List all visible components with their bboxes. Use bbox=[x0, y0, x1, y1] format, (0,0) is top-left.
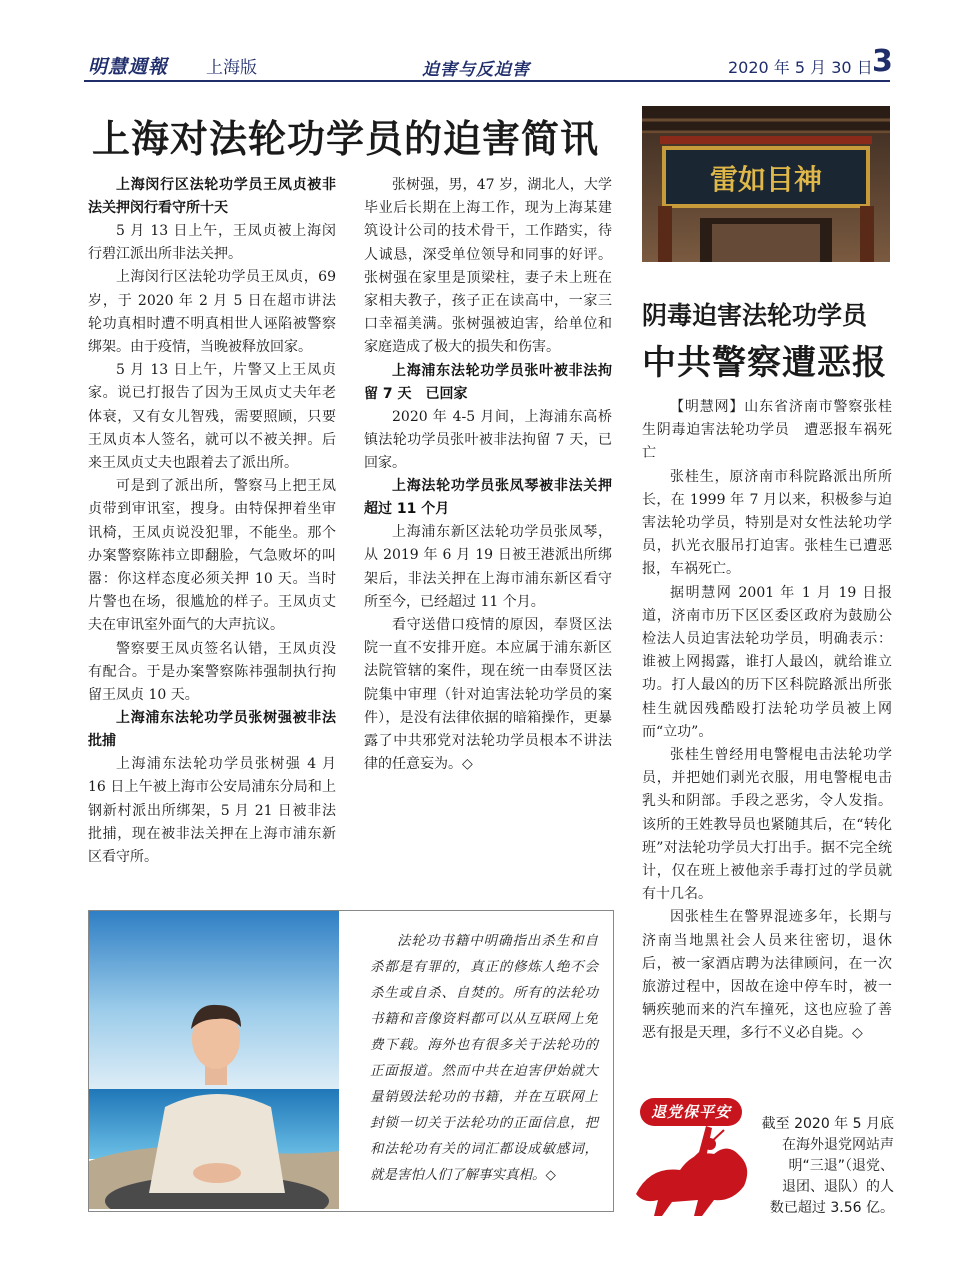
paragraph: 因张桂生在警界混迹多年，长期与济南当地黑社会人员来往密切，退休后，被一家酒店聘为法律顾问，在一次旅游过程中，因故在途中停车时，被一辆疾驰而来的汽车撞死，这也应验了善恶有报是天理，多行不义必自毙。◇ bbox=[642, 909, 892, 1042]
issue-date: 2020 年 5 月 30 日 bbox=[728, 58, 873, 77]
edition-label: 上海版 bbox=[206, 58, 257, 78]
paragraph: 张树强，男，47 岁，湖北人，大学毕业后长期在上海工作，现为上海某建筑设计公司的技术骨干，工作踏实，待人诚恳，深受单位领导和同事的好评。张树强在家里是顶梁柱，妻子未上班在家相夫教子，孩子正在读高中，一家三口幸福美满。张树强被迫害，给单位和家庭造成了极大的损失和伤害。 bbox=[364, 177, 612, 356]
paragraph: 据明慧网 2001 年 1 月 19 日报道，济南市历下区区委区政府为鼓励公检法人员迫害法轮功学员，明确表示：谁被上网揭露，谁打人最凶，就给谁立功。打人最凶的历下区科院路派出所张桂生就因残酷殴打法轮功学员被上网而“立功”。 bbox=[642, 584, 892, 740]
section-title: 迫害与反迫害 bbox=[422, 60, 530, 80]
side-article-body bbox=[642, 396, 892, 1046]
paragraph: 张桂生，原济南市科院路派出所所长，在 1999 年 7 月以来，积极参与迫害法轮功学员，特别是对女性法轮功学员，扒光衣服吊打迫害。张桂生已遭恶报，车祸死亡。 bbox=[642, 468, 892, 578]
paragraph: 看守送借口疫情的原因，奉贤区法院一直不安排开庭。本应属于浦东新区法院管辖的案件，现在统一由奉贤区法院集中审理（针对迫害法轮功学员的案件），是没有法律依据的暗箱操作，更暴露了中共邪党对法轮功学员根本不讲法律的任意妄为。◇ bbox=[364, 617, 612, 773]
paragraph: 5 月 13 日上午，片警又上王凤贞家。说已打报告了因为王凤贞丈夫年老体衰，又有女儿智残，需要照顾，只要王凤贞本人签名，就可以不被关押。后来王凤贞丈夫也跟着去了派出所。 bbox=[88, 362, 336, 472]
temple-plaque-photo bbox=[642, 106, 890, 262]
subhead-zhang-shuqiang: 上海浦东法轮功学员张树强被非法批捕 bbox=[88, 710, 336, 750]
paragraph: 上海浦东新区法轮功学员张凤琴，从 2019 年 6 月 19 日被王港派出所绑架后，非法关押在上海市浦东新区看守所至今，已经超过 11 个月。 bbox=[364, 524, 612, 610]
paragraph: 张桂生曾经用电警棍电击法轮功学员，并把她们剥光衣服，用电警棍电击乳头和阴部。手段之恶劣，令人发指。该所的王姓教导员也紧随其后，在“转化班”对法轮功学员大打出手。据不完全统计，仅在班上被他亲手毒打过的学员就有十几名。 bbox=[642, 747, 892, 903]
subhead-zhang-ye: 上海浦东法轮功学员张叶被非法拘留 7 天 已回家 bbox=[364, 362, 612, 402]
header-divider bbox=[84, 80, 890, 82]
subhead-zhang-fengqin: 上海法轮功学员张凤琴被非法关押超过 11 个月 bbox=[364, 478, 612, 518]
masthead-logo: 明慧週報 bbox=[88, 56, 169, 78]
quit-party-badge: 退党保平安 bbox=[640, 1098, 742, 1126]
paragraph: 2020 年 4-5 月间，上海浦东高桥镇法轮功学员张叶被非法拘留 7 天，已回家。 bbox=[364, 408, 612, 472]
paragraph: 【明慧网】山东省济南市警察张桂生阴毒迫害法轮功学员 遭恶报车祸死亡 bbox=[642, 399, 892, 462]
paragraph: 5 月 13 日上午，王凤贞被上海闵行碧江派出所非法关押。 bbox=[88, 223, 336, 263]
quit-party-line: 在海外退党网站声 bbox=[782, 1137, 894, 1153]
paragraph: 上海浦东法轮功学员张树强 4 月 16 日上午被上海市公安局浦东分局和上钢新村派出所绑架，5 月 21 日被非法批捕，现在被非法关押在上海市浦东新区看守所。 bbox=[88, 756, 336, 866]
paragraph: 警察要王凤贞签名认错，王凤贞没有配合。于是办案警察陈祎强制执行拘留王凤贞 10 天。 bbox=[88, 640, 336, 704]
paragraph: 可是到了派出所，警察马上把王凤贞带到审讯室，搜身。由特保押着坐审讯椅，王凤贞说没犯罪，不能坐。那个办案警察陈祎立即翻脸，气急败坏的叫嚣：你这样态度必须关押 10 天。当时片警也在场，很尴尬的样子。王凤贞丈夫在审讯室外面气的大声抗议。 bbox=[88, 478, 336, 634]
side-article-title-line2: 中共警察遭恶报 bbox=[642, 343, 887, 383]
side-article-title-line1: 阴毒迫害法轮功学员 bbox=[642, 301, 868, 330]
article-column-2 bbox=[364, 174, 612, 776]
meditation-caption: 法轮功书籍中明确指出杀生和自杀都是有罪的，真正的修炼人绝不会杀生或自杀、自焚的。所有的法轮功书籍和音像资料都可以从互联网上免费下载。海外也有很多关于法轮功的正面报道。然而中共在迫害伊始就大量销毁法轮功的书籍，并在互联网上封锁一切关于法轮功的正面信息，把和法轮功有关的词汇都设成敏感词，就是害怕人们了解事实真相。◇ bbox=[370, 933, 598, 1183]
page-title: 上海对法轮功学员的迫害简讯 bbox=[92, 117, 600, 161]
meditation-photo bbox=[89, 911, 339, 1209]
quit-party-line: 数已超过 3.56 亿。 bbox=[769, 1200, 894, 1216]
quit-party-line: 退团、退队）的人 bbox=[782, 1179, 894, 1195]
subhead-wang-fengzhen: 上海闵行区法轮功学员王凤贞被非法关押闵行看守所十天 bbox=[88, 177, 336, 216]
plaque-text: 雷如目神 bbox=[709, 163, 823, 196]
quit-party-line: 明“三退”（退党、 bbox=[788, 1158, 894, 1174]
page-number: 3 bbox=[872, 44, 893, 79]
horse-rider-illustration bbox=[628, 1120, 768, 1220]
article-column-1 bbox=[88, 174, 336, 869]
paragraph: 上海闵行区法轮功学员王凤贞，69 岁，于 2020 年 2 月 5 日在超市讲法轮功真相时遭不明真相世人诬陷被警察绑架。由于疫情，当晚被释放回家。 bbox=[88, 269, 336, 356]
quit-party-stats bbox=[748, 1114, 894, 1219]
quit-party-line: 截至 2020 年 5 月底 bbox=[761, 1116, 894, 1132]
